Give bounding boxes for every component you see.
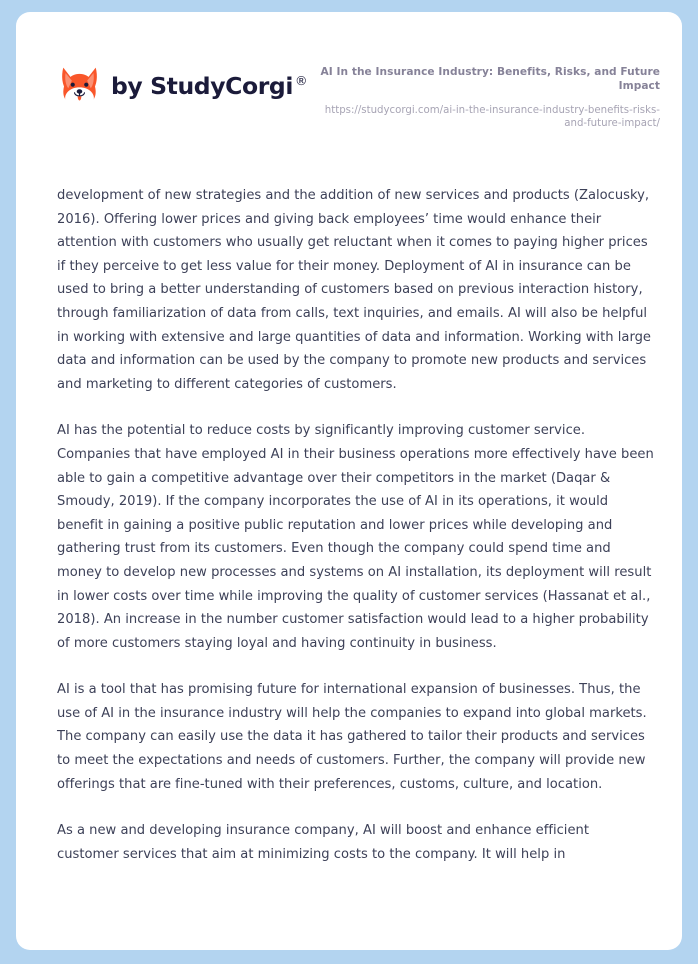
document-body [57,184,654,866]
document-title: AI In the Insurance Industry: Benefits, Risks, and Future Impact [320,66,660,93]
document-source-url[interactable]: https://studycorgi.com/ai-in-the-insurance-industry-benefits-risks-and-future-impact/ [324,104,660,130]
body-paragraph: development of new strategies and the addition of new services and products (Zalocusky, 2016). Offering lower prices and giving back employees’ time would enhance their attention with customers who usually get reluctant when it comes to paying higher prices if they perceive to get less value for their money. Deployment of AI in insurance can be used to bring a better understanding of customers based on previous interaction history, through familiarization of data from calls, text inquiries, and emails. AI will also be helpful in working with extensive and large quantities of data and information. Working with large data and information can be used by the company to promote new products and services and marketing to different categories of customers. [57,188,651,392]
body-paragraph: AI has the potential to reduce costs by significantly improving customer service. Companies that have employed AI in their business operations more effectively have been able to gain a competitive advantage over their competitors in the market (Daqar & Smoudy, 2019). If the company incorporates the use of AI in its operations, it would benefit in gaining a positive public reputation and lower prices while developing and gathering trust from its customers. Even though the company could spend time and money to develop new processes and systems on AI installation, its deployment will result in lower costs over time while improving the quality of customer services (Hassanat et al., 2018). An increase in the number customer satisfaction would lead to a higher probability of more customers staying loyal and having continuity in business. [57,423,654,651]
registered-trademark-icon: ® [295,72,308,88]
body-paragraph: As a new and developing insurance company, AI will boost and enhance efficient customer services that aim at minimizing costs to the company. It will help in [57,823,589,862]
document-header [16,12,682,162]
corgi-head-icon [57,64,102,109]
document-page-card [16,12,682,950]
brand-logo[interactable] [57,62,308,109]
brand-wordmark [111,71,308,100]
source-info [315,62,660,131]
body-paragraph: AI is a tool that has promising future for international expansion of businesses. Thus, the use of AI in the insurance industry will help the companies to expand into global markets. The company can easily use the data it has gathered to tailor their products and services to meet the expectations and needs of customers. Further, the company will provide new offerings that are fine-tuned with their preferences, customs, culture, and location. [57,682,647,792]
brand-name: by StudyCorgi [111,71,294,100]
